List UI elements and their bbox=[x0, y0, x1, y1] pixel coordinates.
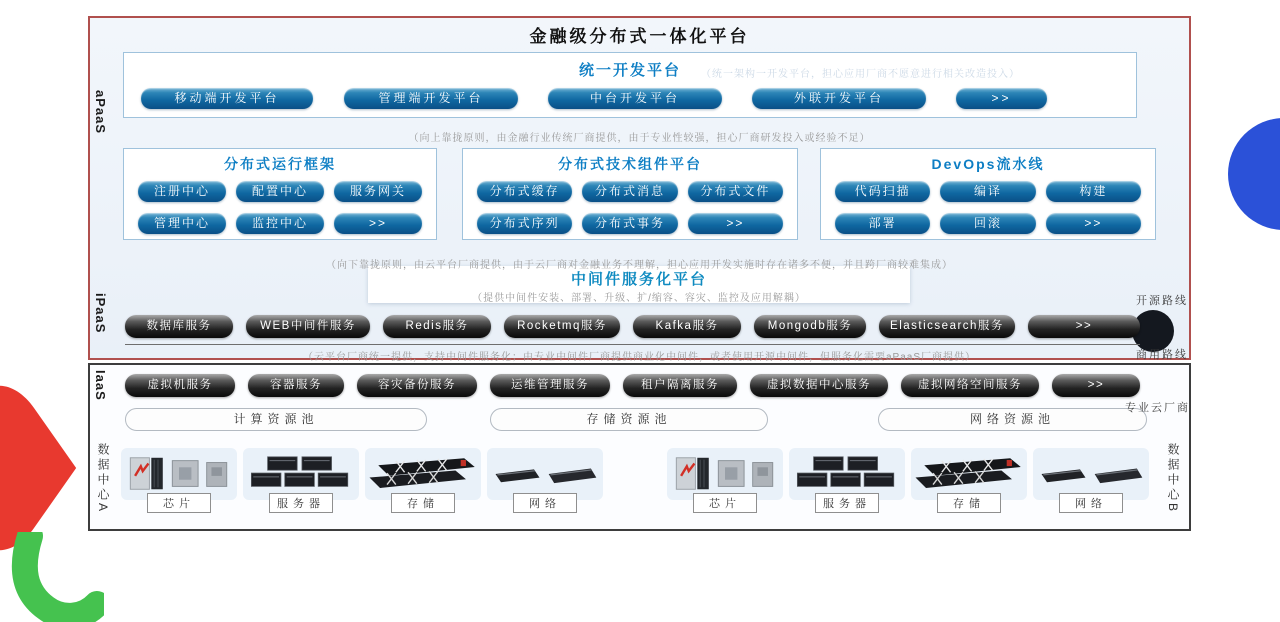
btn-kafka-service: Kafka服务 bbox=[633, 315, 741, 338]
hw-label-storage-b: 存储 bbox=[937, 493, 1001, 513]
vendor-label: 专业云厂商 bbox=[1125, 402, 1190, 414]
btn-more-devops: >> bbox=[1046, 213, 1141, 234]
chip-image bbox=[124, 453, 234, 495]
ipaas-service-row bbox=[125, 315, 1140, 338]
hw-label-chip-b: 芯片 bbox=[693, 493, 757, 513]
btn-redis-service: Redis服务 bbox=[383, 315, 491, 338]
hw-label-storage-a: 存储 bbox=[391, 493, 455, 513]
btn-dist-transaction: 分布式事务 bbox=[582, 213, 677, 234]
btn-monitor-center: 监控中心 bbox=[236, 213, 324, 234]
btn-middle-dev-platform: 中台开发平台 bbox=[548, 88, 722, 109]
storage-image bbox=[912, 453, 1026, 495]
btn-dist-sequence: 分布式序列 bbox=[477, 213, 572, 234]
btn-rollback: 回滚 bbox=[940, 213, 1035, 234]
btn-rocketmq-service: Rocketmq服务 bbox=[504, 315, 620, 338]
storage-image bbox=[366, 453, 480, 495]
hw-label-server-a: 服务器 bbox=[269, 493, 333, 513]
btn-more-dev: >> bbox=[956, 88, 1047, 109]
panel-title: 分布式运行框架 bbox=[224, 156, 336, 172]
hw-label-server-b: 服务器 bbox=[815, 493, 879, 513]
panel-title: 分布式技术组件平台 bbox=[558, 156, 702, 172]
btn-dr-backup-service: 容灾备份服务 bbox=[357, 374, 477, 397]
layer-label-ipaas: iPaaS bbox=[93, 293, 108, 334]
hw-label-network-a: 网络 bbox=[513, 493, 577, 513]
middleware-box bbox=[368, 266, 910, 303]
hw-label-network-b: 网络 bbox=[1059, 493, 1123, 513]
btn-vm-service: 虚拟机服务 bbox=[125, 374, 235, 397]
btn-more-runtime: >> bbox=[334, 213, 422, 234]
panel-distributed-components bbox=[462, 148, 798, 240]
btn-code-scan: 代码扫描 bbox=[835, 181, 930, 202]
btn-dist-cache: 分布式缓存 bbox=[477, 181, 572, 202]
panel-title: DevOps流水线 bbox=[931, 156, 1045, 172]
server-image bbox=[246, 453, 356, 495]
btn-web-middleware-service: WEB中间件服务 bbox=[246, 315, 370, 338]
caption-ipaas-bottom: （云平台厂商统一提供，支持中间件服务化；由专业中间件厂商提供商业化中间件，或者使用开源中间件，但服务化需要aPaaS厂商提供） bbox=[302, 352, 977, 363]
btn-virtual-dc-service: 虚拟数据中心服务 bbox=[750, 374, 888, 397]
btn-database-service: 数据库服务 bbox=[125, 315, 233, 338]
pool-compute: 计算资源池 bbox=[125, 408, 427, 431]
pool-network: 网络资源池 bbox=[878, 408, 1147, 431]
route-open-source-label: 开源路线 bbox=[1136, 295, 1188, 307]
server-image bbox=[792, 453, 902, 495]
btn-build: 构建 bbox=[1046, 181, 1141, 202]
unified-dev-title: 统一开发平台 bbox=[578, 62, 681, 79]
btn-tenant-isolation-service: 租户隔离服务 bbox=[623, 374, 737, 397]
dc-a-label: 数据中心A bbox=[96, 443, 110, 515]
btn-virtual-network-service: 虚拟网络空间服务 bbox=[901, 374, 1039, 397]
blue-circle-shape bbox=[1228, 118, 1280, 230]
caption-apaas-bottom: （向下靠拢原则，由云平台厂商提供，由于云厂商对金融业务不理解，担心应用开发实施时存在诸多不便，并且跨厂商较难集成） bbox=[326, 260, 953, 271]
btn-more-ipaas: >> bbox=[1028, 315, 1140, 338]
btn-compile: 编译 bbox=[940, 181, 1035, 202]
chip-image bbox=[670, 453, 780, 495]
btn-container-service: 容器服务 bbox=[248, 374, 344, 397]
unified-dev-note: （统一架构一开发平台，担心应用厂商不愿意进行相关改造投入） bbox=[701, 69, 1020, 80]
btn-admin-dev-platform: 管理端开发平台 bbox=[344, 88, 518, 109]
btn-mgmt-center: 管理中心 bbox=[138, 213, 226, 234]
btn-service-gateway: 服务网关 bbox=[334, 181, 422, 202]
route-commercial-label: 商用路线 bbox=[1136, 349, 1188, 361]
btn-dist-message: 分布式消息 bbox=[582, 181, 677, 202]
ipaas-divider-line bbox=[125, 344, 1140, 345]
green-arc-shape bbox=[0, 532, 104, 622]
panel-devops-pipeline bbox=[820, 148, 1156, 240]
btn-mongodb-service: Mongodb服务 bbox=[754, 315, 866, 338]
caption-apaas-top: （向上靠拢原则，由金融行业传统厂商提供，由于专业性较强，担心厂商研发投入或经验不足） bbox=[408, 133, 871, 144]
btn-mobile-dev-platform: 移动端开发平台 bbox=[141, 88, 313, 109]
network-image bbox=[490, 453, 600, 495]
btn-external-dev-platform: 外联开发平台 bbox=[752, 88, 926, 109]
btn-config-center: 配置中心 bbox=[236, 181, 324, 202]
btn-ops-mgmt-service: 运维管理服务 bbox=[490, 374, 610, 397]
middleware-title: 中间件服务化平台 bbox=[570, 271, 707, 288]
panel-distributed-runtime bbox=[123, 148, 437, 240]
hw-label-chip-a: 芯片 bbox=[147, 493, 211, 513]
layer-label-apaas: aPaaS bbox=[93, 90, 108, 135]
btn-elasticsearch-service: Elasticsearch服务 bbox=[879, 315, 1015, 338]
layer-label-iaas: IaaS bbox=[93, 370, 108, 401]
iaas-service-row bbox=[125, 374, 1140, 397]
pool-storage: 存储资源池 bbox=[490, 408, 768, 431]
dc-b-label: 数据中心B bbox=[1166, 443, 1180, 515]
btn-more-components: >> bbox=[688, 213, 783, 234]
btn-registry-center: 注册中心 bbox=[138, 181, 226, 202]
btn-dist-file: 分布式文件 bbox=[688, 181, 783, 202]
unified-dev-box bbox=[123, 52, 1137, 118]
btn-deploy: 部署 bbox=[835, 213, 930, 234]
network-image bbox=[1036, 453, 1146, 495]
middleware-note: （提供中间件安装、部署、升级、扩/缩容、容灾、监控及应用解耦） bbox=[472, 293, 806, 304]
btn-more-iaas: >> bbox=[1052, 374, 1140, 397]
page-title: 金融级分布式一体化平台 bbox=[529, 27, 750, 46]
